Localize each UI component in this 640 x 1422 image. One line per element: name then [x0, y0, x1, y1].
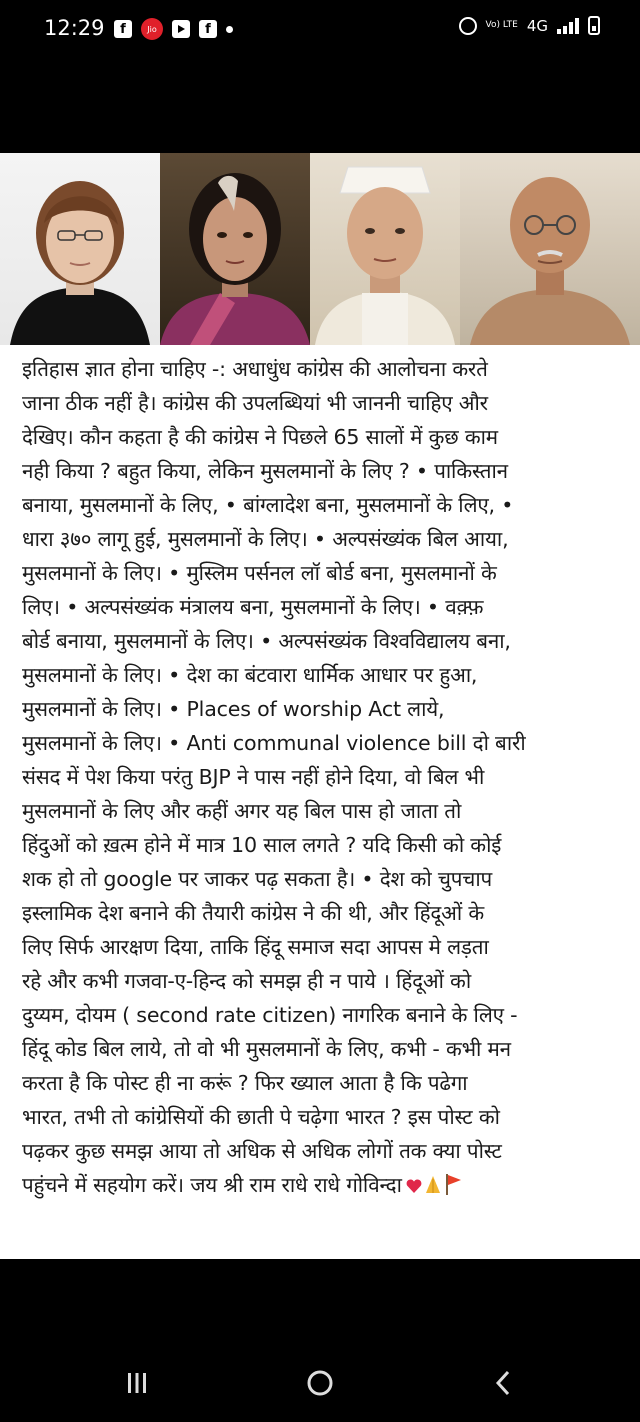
text-line: इस्लामिक देश बनाने की तैयारी कांग्रेस ने की थी, और हिंदूओं के [22, 901, 484, 925]
network-type: 4G [526, 16, 548, 35]
text-line: बोर्ड बनाया, मुसलमानों के लिए। • अल्पसंख्यंक विश्वविद्यालय बना, [22, 629, 511, 653]
navigation-bar [0, 1348, 640, 1422]
system-icons [459, 16, 600, 35]
notification-dot [226, 26, 233, 33]
alarm-icon [459, 17, 477, 35]
text-line: रहे और कभी गजवा-ए-हिन्द को समझ ही न पाये । हिंदूओं को [22, 969, 471, 993]
notification-icons [114, 18, 233, 40]
home-icon [306, 1369, 334, 1397]
flag-icon [444, 1173, 462, 1195]
portrait-1 [0, 153, 160, 345]
text-line: पढ़कर कुछ समझ आया तो अधिक से अधिक लोगों तक क्या पोस्ट [22, 1139, 502, 1163]
post-text [22, 352, 622, 1202]
text-line: देखिए। कौन कहता है की कांग्रेस ने पिछले 65 सालों में कुछ काम [22, 425, 498, 449]
portrait-2 [160, 153, 310, 345]
back-icon [495, 1370, 511, 1396]
volte-icon: Vo) LTE [485, 20, 518, 30]
youtube-icon [172, 20, 190, 38]
recents-button[interactable] [107, 1358, 167, 1408]
text-line: दुय्यम, दोयम ( second rate citizen) नागरिक बनाने के लिए - [22, 1003, 518, 1027]
text-line: मुसलमानों के लिए। • Places of worship Act लाये, [22, 697, 445, 721]
back-button[interactable] [473, 1358, 533, 1408]
facebook-icon: f [114, 20, 132, 38]
text-line: मुसलमानों के लिए और कहीं अगर यह बिल पास हो जाता तो [22, 799, 462, 823]
photo-strip [0, 153, 640, 345]
text-line: बनाया, मुसलमानों के लिए, • बांग्लादेश बना, मुसलमानों के लिए, • [22, 493, 514, 517]
text-line: इतिहास ज्ञात होना चाहिए -: अधाधुंध कांग्रेस की आलोचना करते [22, 357, 488, 381]
praying-hands-icon [422, 1175, 444, 1195]
text-line: मुसलमानों के लिए। • मुस्लिम पर्सनल लॉ बोर्ड बना, मुसलमानों के [22, 561, 497, 585]
text-line: हिंदुओं को ख़त्म होने में मात्र 10 साल लगते ? यदि किसी को कोई [22, 833, 502, 857]
recents-icon [126, 1373, 148, 1393]
heart-icon [406, 1178, 422, 1194]
text-line: धारा ३७० लागू हुई, मुसलमानों के लिए। • अल्पसंख्यंक बिल आया, [22, 527, 509, 551]
text-line: जाना ठीक नहीं है। कांग्रेस की उपलब्धियां भी जाननी चाहिए और [22, 391, 488, 415]
text-line: मुसलमानों के लिए। • Anti communal violence bill दो बारी [22, 731, 526, 755]
post-image[interactable] [0, 153, 640, 1259]
signal-icon [557, 18, 579, 34]
text-line: लिए। • अल्पसंख्यंक मंत्रालय बना, मुसलमानों के लिए। • वक़्फ़ [22, 595, 484, 619]
jio-icon: Jio [141, 18, 163, 40]
text-line: करता है कि पोस्ट ही ना करूं ? फिर ख्याल आता है कि पढेगा [22, 1071, 468, 1095]
facebook-icon: f [199, 20, 217, 38]
text-line-last [22, 1168, 622, 1202]
text-line: संसद में पेश किया परंतु BJP ने पास नहीं होने दिया, वो बिल भी [22, 765, 485, 789]
text-line: मुसलमानों के लिए। • देश का बंटवारा धार्मिक आधार पर हुआ, [22, 663, 478, 687]
status-bar [0, 0, 640, 60]
status-time: 12:29 [44, 16, 105, 40]
text-line: पहुंचने में सहयोग करें। जय श्री राम राधे राधे गोविन्दा [22, 1173, 402, 1197]
portrait-3 [310, 153, 460, 345]
text-line: भारत, तभी तो कांग्रेसियों की छाती पे चढ़ेगा भारत ? इस पोस्ट को [22, 1105, 500, 1129]
text-line: लिए सिर्फ आरक्षण दिया, ताकि हिंदू समाज सदा आपस मे लड़ता [22, 935, 489, 959]
battery-icon [588, 16, 600, 35]
portrait-4 [460, 153, 640, 345]
home-button[interactable] [290, 1358, 350, 1408]
text-line: शक हो तो google पर जाकर पढ़ सकता है। • देश को चुपचाप [22, 867, 492, 891]
text-line: नही किया ? बहुत किया, लेकिन मुसलमानों के लिए ? • पाकिस्तान [22, 459, 508, 483]
text-line: हिंदू कोड बिल लाये, तो वो भी मुसलमानों के लिए, कभी - कभी मन [22, 1037, 511, 1061]
